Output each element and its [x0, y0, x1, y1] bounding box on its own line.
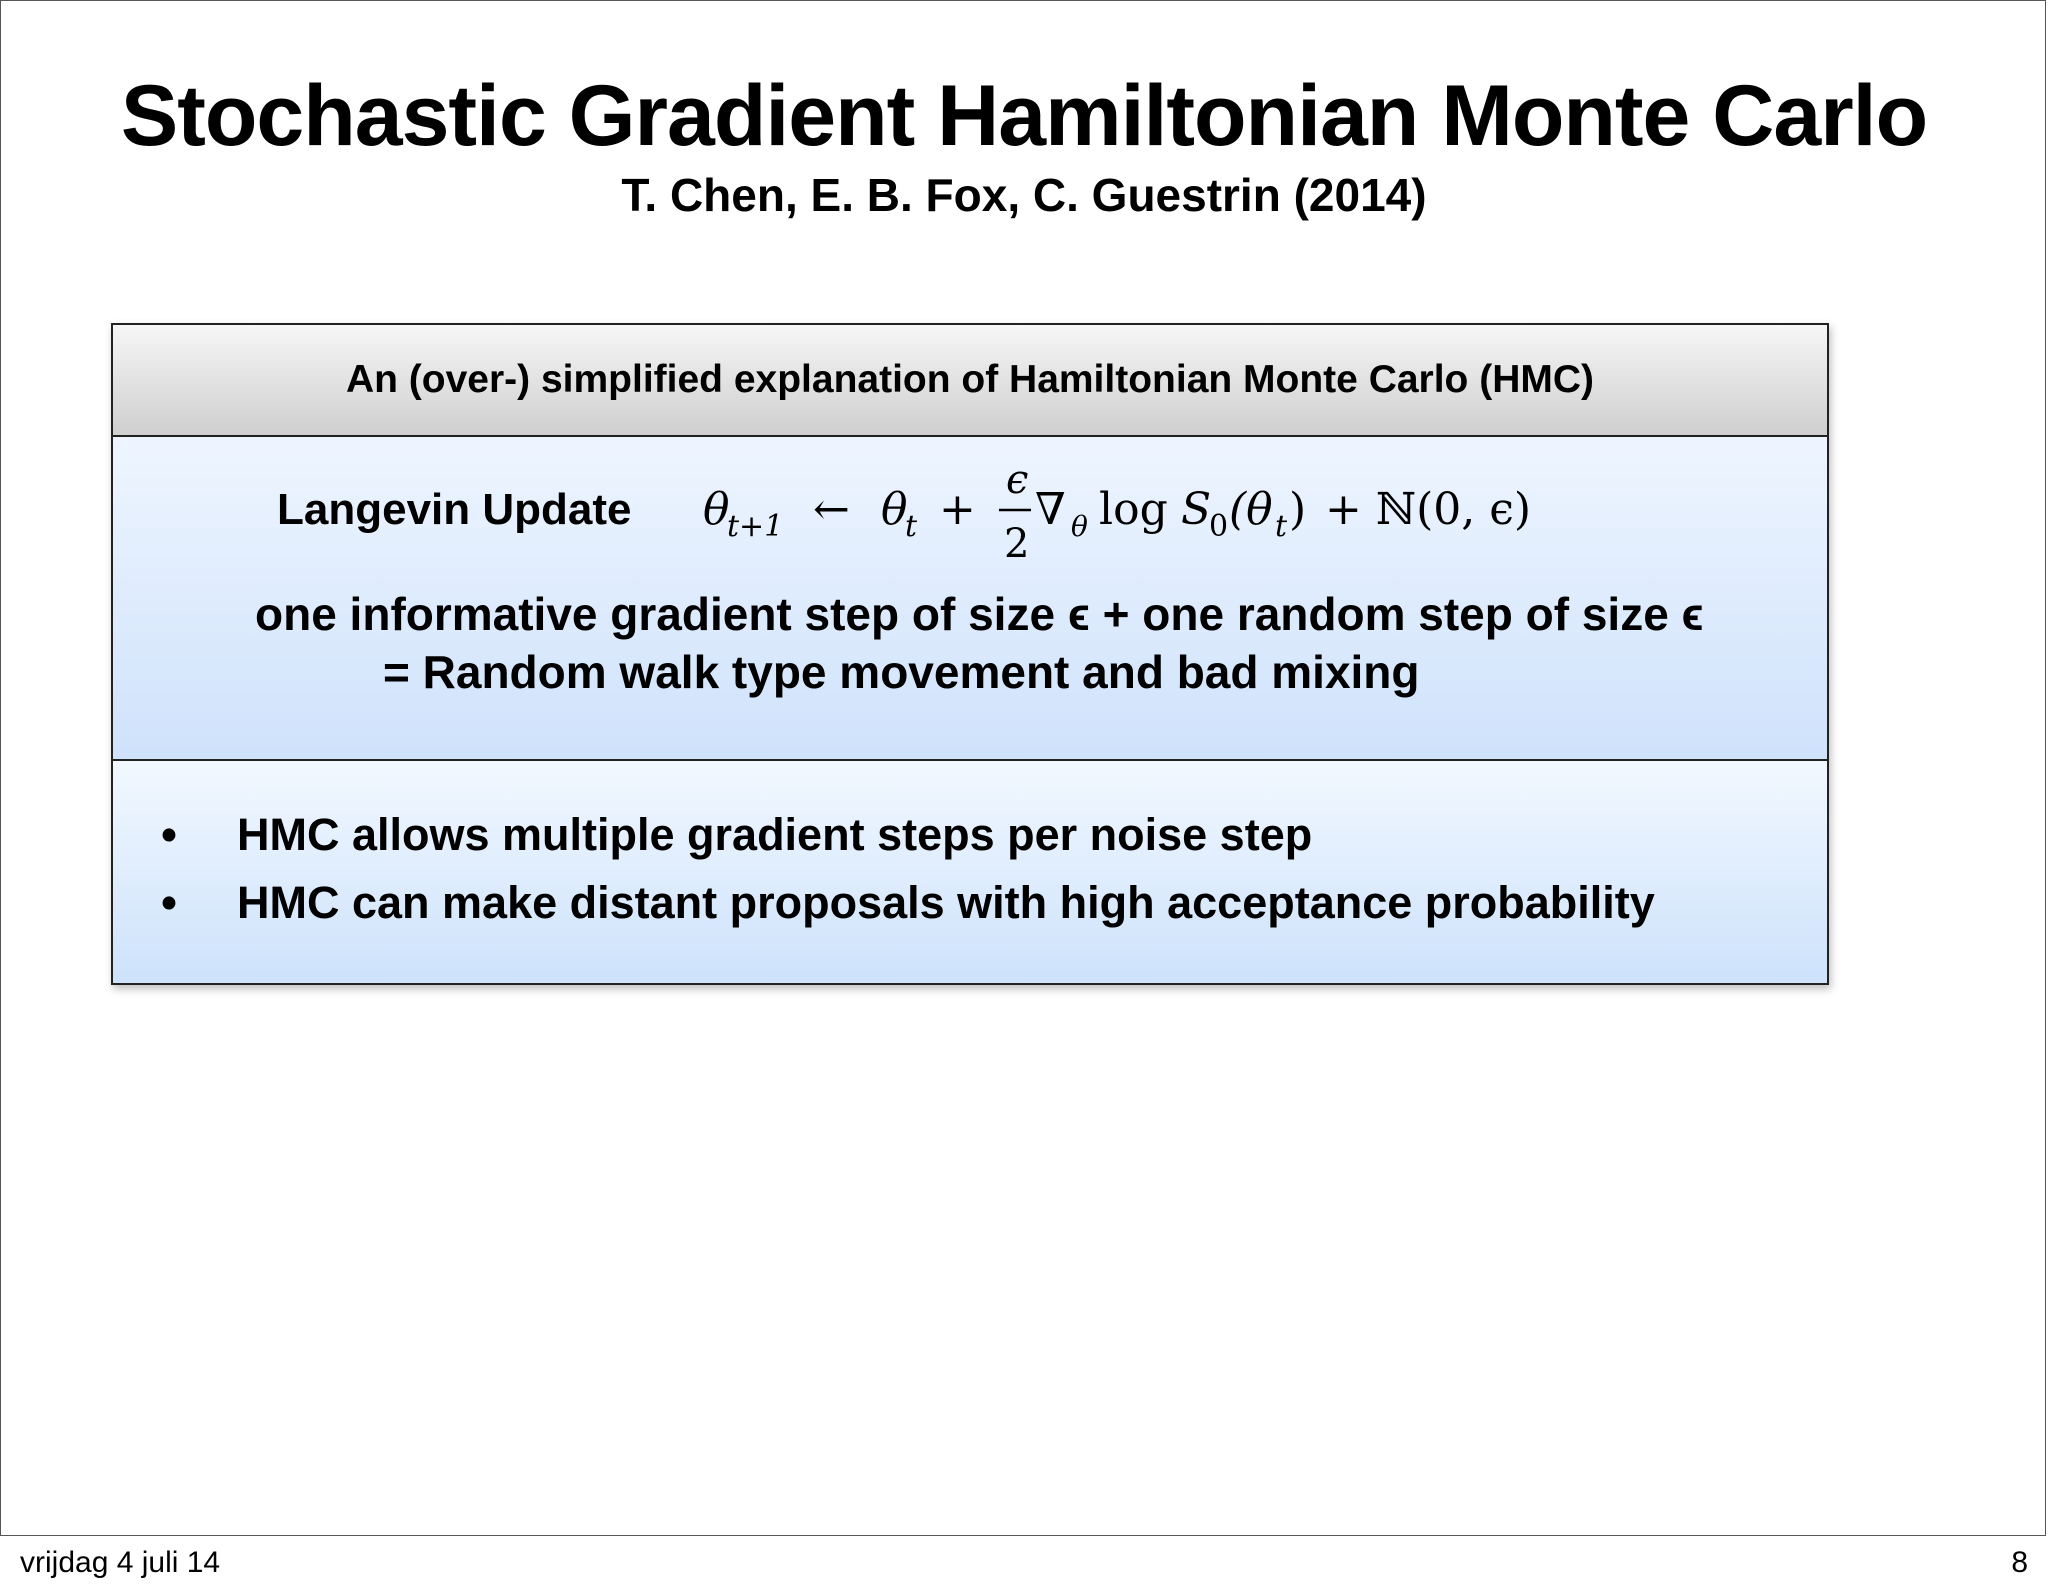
formula-frac-num: ϵ — [1006, 457, 1029, 503]
formula-term1-sub: t — [905, 509, 918, 544]
bullet-text: HMC allows multiple gradient steps per noise step — [237, 809, 1313, 860]
bullet-list — [149, 801, 1655, 937]
formula-plus: + — [939, 484, 976, 535]
formula-grad: ∇ — [1035, 484, 1066, 535]
bullet-text: HMC can make distant proposals with high acceptance probability — [237, 877, 1655, 928]
formula-lhs-sub: t+1 — [727, 509, 784, 544]
formula-arrow: ← — [813, 484, 850, 535]
slide-title: Stochastic Gradient Hamiltonian Monte Carlo — [120, 68, 1928, 164]
formula-s-sub: 0 — [1209, 509, 1229, 544]
formula-arg-sub: t — [1275, 509, 1288, 544]
formula-term1: θ — [881, 484, 908, 535]
formula-log: log — [1099, 484, 1168, 535]
formula-s: S — [1181, 484, 1212, 535]
list-item — [149, 869, 1655, 937]
formula-frac-den: 2 — [1004, 521, 1030, 567]
box-header: An (over-) simplified explanation of Hamiltonian Monte Carlo (HMC) — [113, 325, 1827, 437]
formula-grad-sub: θ — [1071, 510, 1088, 543]
list-item — [149, 801, 1655, 869]
langevin-label: Langevin Update — [277, 485, 632, 534]
footer-date: vrijdag 4 juli 14 — [20, 1546, 221, 1579]
slide-subtitle: T. Chen, E. B. Fox, C. Guestrin (2014) — [621, 169, 1427, 221]
explanation-box — [111, 323, 1829, 985]
gradient-step-line: one informative gradient step of size ϵ + one random step of size ϵ — [255, 588, 1704, 640]
bullet-dot: • — [161, 877, 177, 928]
formula-arg-open: (θ — [1229, 484, 1273, 535]
bullet-dot: • — [161, 809, 177, 860]
random-walk-line: = Random walk type movement and bad mixing — [383, 646, 1420, 698]
formula-arg-close: ) — [1289, 484, 1307, 535]
page-number: 8 — [2011, 1546, 2028, 1579]
hmc-section — [113, 761, 1827, 983]
formula-noise: + ℕ(0, ϵ) — [1325, 484, 1532, 535]
langevin-section — [113, 437, 1827, 761]
formula-lhs: θ — [703, 484, 730, 535]
